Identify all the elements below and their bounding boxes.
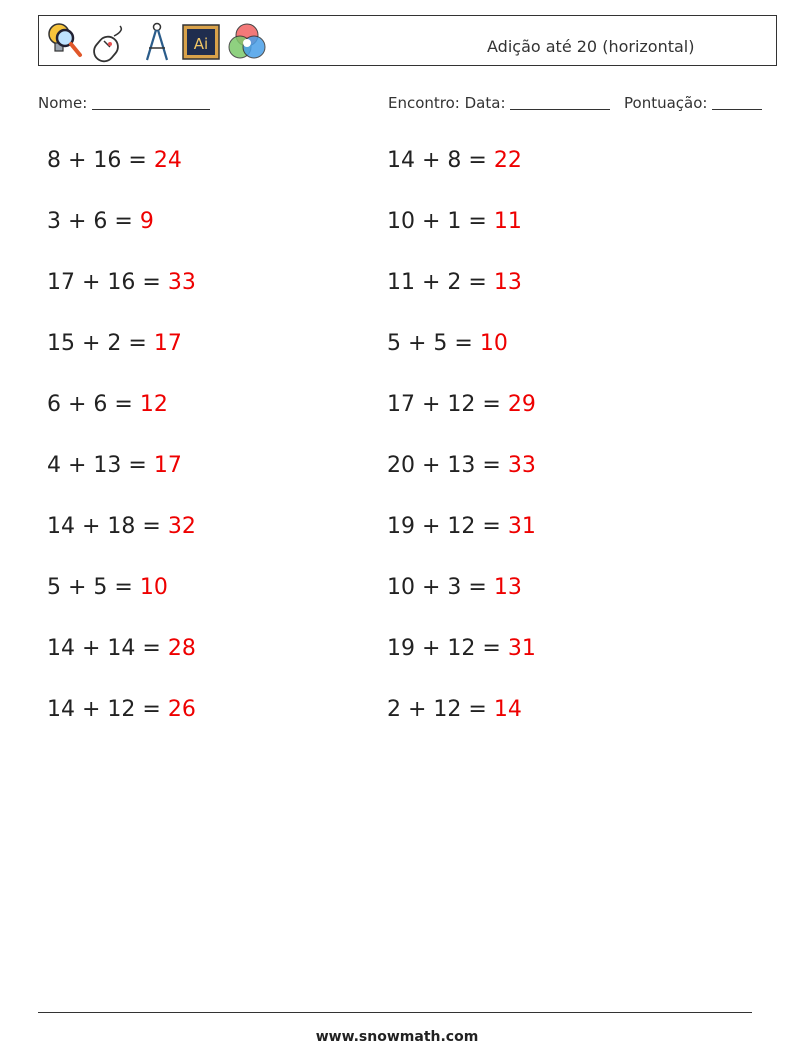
problem-answer: 31 [507,636,536,661]
problem-question: 3 + 6 = [47,209,140,234]
problem-item [387,636,536,661]
problem-item [387,270,522,295]
problem-question: 4 + 13 = [47,453,154,478]
problem-item [47,270,196,295]
score-field [624,94,762,112]
problem-question: 19 + 12 = [387,636,508,661]
problem-question: 2 + 12 = [387,697,494,722]
problem-item [47,636,196,661]
problem-answer: 32 [167,514,196,539]
problem-question: 14 + 8 = [387,148,494,173]
problem-question: 10 + 3 = [387,575,494,600]
problem-question: 11 + 2 = [387,270,494,295]
footer-divider [38,1012,752,1013]
drawing-compass-icon [136,20,178,64]
problem-question: 5 + 5 = [47,575,140,600]
problem-item [47,209,154,234]
problem-item [387,453,536,478]
name-blank [92,95,210,110]
problem-question: 10 + 1 = [387,209,494,234]
problem-question: 6 + 6 = [47,392,140,417]
problem-item [47,148,182,173]
problem-question: 15 + 2 = [47,331,154,356]
problem-item [387,697,522,722]
problem-answer: 10 [139,575,168,600]
problem-answer: 17 [153,331,182,356]
problem-item [387,514,536,539]
page-title: Adição até 20 (horizontal) [487,37,695,56]
problem-item [387,209,522,234]
problem-item [47,514,196,539]
worksheet-header [38,15,777,66]
svg-text:Ai: Ai [193,35,209,53]
illustrator-ai-icon [181,20,223,64]
magnifier-lightbulb-icon [44,20,86,64]
problem-item [47,453,182,478]
problem-question: 5 + 5 = [387,331,480,356]
date-blank [510,95,610,110]
problem-question: 8 + 16 = [47,148,154,173]
problem-answer: 24 [153,148,182,173]
date-label: Encontro: Data: [388,94,506,112]
color-wheel-icon [226,20,268,64]
problem-answer: 33 [167,270,196,295]
problem-question: 17 + 12 = [387,392,508,417]
problem-question: 14 + 12 = [47,697,168,722]
problem-answer: 12 [139,392,168,417]
footer-url: www.snowmath.com [315,1029,479,1045]
problem-item [387,575,522,600]
problem-question: 20 + 13 = [387,453,508,478]
problem-answer: 33 [507,453,536,478]
problem-item [47,331,182,356]
problem-answer: 17 [153,453,182,478]
problem-answer: 11 [493,209,522,234]
score-label: Pontuação: [624,94,708,112]
problem-answer: 14 [493,697,522,722]
problem-answer: 10 [479,331,508,356]
problem-answer: 28 [167,636,196,661]
problem-answer: 31 [507,514,536,539]
score-blank [712,95,762,110]
computer-mouse-icon [90,20,132,64]
problem-question: 14 + 18 = [47,514,168,539]
problem-answer: 9 [139,209,154,234]
problem-question: 17 + 16 = [47,270,168,295]
problem-item [47,392,168,417]
date-field [388,94,610,112]
problem-answer: 29 [507,392,536,417]
problem-answer: 13 [493,575,522,600]
name-field [38,94,210,112]
problem-item [387,392,536,417]
problem-question: 19 + 12 = [387,514,508,539]
problem-question: 14 + 14 = [47,636,168,661]
problem-answer: 22 [493,148,522,173]
problem-item [47,697,196,722]
name-label: Nome: [38,94,88,112]
problem-item [47,575,168,600]
problem-item [387,331,508,356]
problem-answer: 26 [167,697,196,722]
problem-item [387,148,522,173]
problem-answer: 13 [493,270,522,295]
